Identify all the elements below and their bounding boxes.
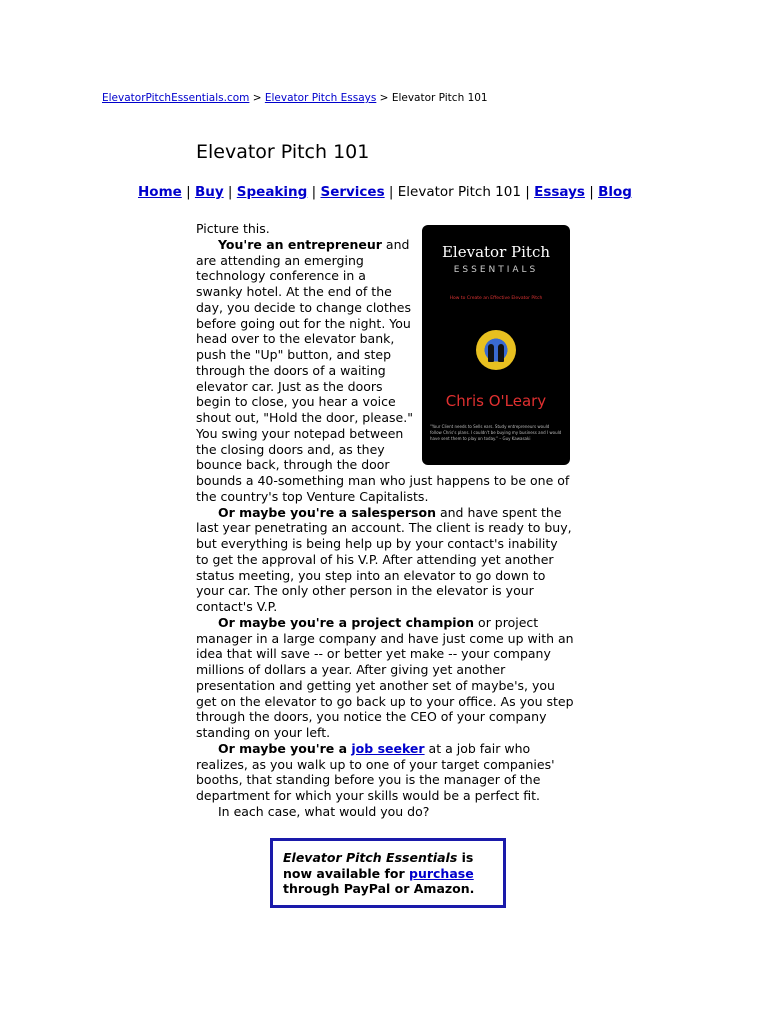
nav-item-buy[interactable]: Buy	[194, 184, 224, 200]
breadcrumb-separator: >	[376, 92, 392, 104]
paragraph-text: or project manager in a large company and have just come up with an idea that will save -- or better yet make -- your company millions of dollars a year. After giving yet another presentation and getting yet another set of maybe's, you get on the elevator to go back up to your office. As you step through the doors, you notice the CEO of your company standing on your left.	[196, 614, 574, 740]
nav-item-home[interactable]: Home	[138, 184, 182, 200]
breadcrumb-separator: >	[249, 92, 265, 104]
paragraph-salesperson	[196, 505, 574, 615]
breadcrumb-current: Elevator Pitch 101	[391, 92, 488, 104]
promo-text: through PayPal or Amazon.	[283, 881, 475, 896]
paragraph-text: and are attending an emerging technology conference in a swanky hotel. At the end of the day, you decide to change clothes before going out for the night. You head over to the elevator bank, push the "Up" button, and step through the doors of a waiting elevator car. Just as the doors begin to close, you hear a voice shout out, "Hold the door, please." You swing your notepad between the closing doors and, as they bounce back, through the door bounds a 40-something man who just happens to be one of the country's top Venture Capitalists.	[196, 236, 570, 504]
job-seeker-link[interactable]: job seeker	[351, 740, 425, 756]
book-cover-subtitle: ESSENTIALS	[453, 264, 539, 275]
article-body	[196, 221, 574, 820]
closing-question: In each case, what would you do?	[218, 803, 430, 819]
book-cover-image	[422, 225, 570, 465]
paragraph-project-champion	[196, 615, 574, 741]
paragraph-lead: Or maybe you're a salesperson	[218, 504, 436, 520]
nav-item-essays[interactable]: Essays	[534, 184, 585, 200]
paragraph-text: and have spent the last year penetrating an account. The client is ready to buy, but everything is being help up by your contact's inability to get the approval of his V.P. After attending yet another status meeting, you step into an elevator to go down to your car. The only other person in the elevator is your contact's V.P.	[196, 504, 572, 614]
purchase-link[interactable]: purchase	[409, 865, 474, 881]
promo-text: is now available for	[283, 850, 474, 881]
purchase-promo-box	[270, 838, 506, 908]
breadcrumb	[102, 92, 488, 104]
paragraph-job-seeker	[196, 741, 574, 804]
nav-separator: |	[584, 184, 599, 200]
nav-separator: |	[384, 184, 398, 200]
paragraph-lead: Or maybe you're a	[218, 740, 352, 756]
paragraph-lead: You're an entrepreneur	[218, 236, 382, 252]
nav-item-blog[interactable]: Blog	[598, 184, 632, 200]
paragraph-text: at a job fair who realizes, as you walk up to one of your target companies' booths, that standing before you is the manager of the department for which your skills would be a perfect fit.	[196, 740, 555, 803]
nav-separator: |	[223, 184, 237, 200]
nav-item-speaking[interactable]: Speaking	[236, 184, 308, 200]
intro-text: Picture this.	[196, 221, 270, 236]
nav-separator: |	[520, 184, 535, 200]
nav-item-services[interactable]: Services	[320, 184, 385, 200]
elevator-illustration-icon	[476, 330, 516, 370]
promo-book-name: Elevator Pitch Essentials	[283, 850, 458, 865]
paragraph-lead: Or maybe you're a project champion	[218, 614, 475, 630]
book-cover-tagline: How to Create an Effective Elevator Pitch	[449, 295, 543, 301]
nav-separator: |	[307, 184, 321, 200]
nav-item-elevator-pitch-101: Elevator Pitch 101	[397, 184, 521, 200]
breadcrumb-home-link[interactable]: ElevatorPitchEssentials.com	[102, 92, 250, 104]
book-cover-quote: "Your Client needs to Sells ears. Study entrepreneurs would follow Chris's plans. I couldn't be buying my business and I would have sent them to play on today." – Guy Kawasaki	[430, 424, 562, 441]
breadcrumb-essays-link[interactable]: Elevator Pitch Essays	[264, 92, 377, 104]
page-title: Elevator Pitch 101	[196, 141, 370, 163]
nav-separator: |	[181, 184, 195, 200]
book-cover-author: Chris O'Leary	[445, 392, 547, 411]
top-nav	[138, 184, 632, 200]
book-cover-title: Elevator Pitch	[441, 243, 551, 261]
